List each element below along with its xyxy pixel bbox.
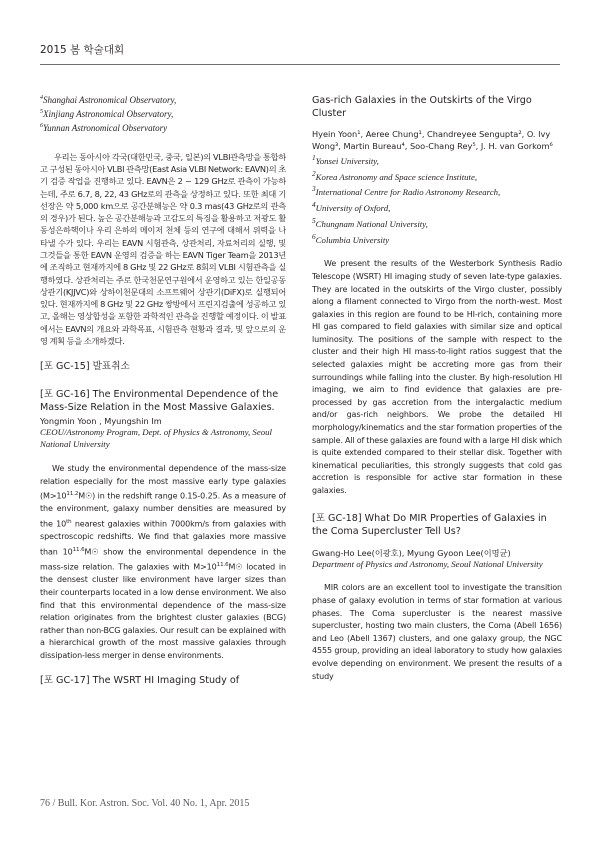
gc17-abstract: We present the results of the Westerbork Synthesis Radio Telescope (WSRT) HI imaging study of seven late-type galaxies. They are located in the outskirts of the Virgo cluster, possibly along a filament connected to Virgo from the north-west. Most galaxies in this region are found to be HI-rich, containing more HI gas compared to field galaxies with similar size and optical luminosity. The positions of the sample with respect to the cluster and their high HI mass-to-light ratios suggest that the selected galaxies might be accreting more gas from their surroundings while falling into the cluster. By high-resolution HI imaging, we aim to find evidence that galaxies are pre-processed by gas accretion from the intergalactic medium and/or gas-rich neighbors. We probe the detailed HI morphology/kinematics and the star formation properties of the sample. All of these galaxies are found with a large HI disk which is quite extended compared to their stellar disk. Together with kinematical peculiarities, this strongly suggests that cold gas accretion is responsible for active star formation in these galaxies. <box>312 259 562 495</box>
gc18-institution: Department of Physics and Astronomy, Seoul National University <box>312 558 543 569</box>
gc18-abstract: MIR colors are an excellent tool to investigate the transition phase of galaxy evolution in terms of star formation at various phases. The Coma supercluster is the nearest massive supercluster, hosting two main clusters, the Coma (Abell 1656) and Leo (Abell 1367) clusters, and one galaxy group, the NGC 4555 group, providing an ideal laboratory to study how galaxies evolve depending on environment. We present the results of a study <box>312 583 562 681</box>
page-header-title: 2015 봄 학술대회 <box>40 44 125 56</box>
gc15-title: [포 GC-15] 발표취소 <box>40 361 130 373</box>
gc17-affiliation-list <box>312 152 562 246</box>
affiliation-item: $^4$Shanghai Astronomical Observatory, <box>40 95 177 105</box>
right-column <box>312 92 562 782</box>
gc17-title-start: [포 GC-17] The WSRT HI Imaging Study of <box>40 675 240 687</box>
gc18-authors: Gwang-Ho Lee(이광호), Myung Gyoon Lee(이명균) <box>312 547 511 558</box>
affiliation-item: $^2$Korea Astronomy and Space science Institute, <box>312 168 478 182</box>
korean-abstract: 우리는 동아시아 각국(대한민국, 중국, 일본)의 VLBI관측망을 통합하고 구성된 동아시아 VLBI 관측망(East Asia VLBI Network: EAVN)의 초기 검증 작업을 진행하고 있다. EAVN은 2 ~ 129 GHz로 관측이 가능하는데, 주로 6.7, 8, 22, 43 GHz로의 관측을 상정하고 있다. 또한 최대 기선장은 약 5,000 km으로 공간분해능은 약 0.3 mas(43 GHz로의 관측의 경우)가 된다. 높은 공간분해능과 고감도의 특징을 활용하고 저광도 활동성은하핵이나 우리 은하의 메이저 천체 등의 연구에 대해서 위력을 나타낼 수가 있다. 우리는 EAVN 시험관측, 상관처리, 자료처리의 실행, 및 그것들을 통한 EAVN 운영의 검증을 하는 EAVN Tiger Team을 2013년에 조직하고 현재까지에 8 GHz 및 22 GHz로 8회의 VLBI 시험관측을 실행하였다. 상관처리는 주로 한국천문연구원에서 운영하고 있는 한일공동상관기(KJJVC)와 상하이천문대의 소프트웨어 상관기(DiFX)로 실행되어 있다. 현재까지에 8 GHz 및 22 GHz 쌍방에서 프린지검출에 성공하고 있고, 올해는 영상합성을 포함한 과학적인 관측을 진행할 예정이다. 이 발표에서는 EAVN의 개요와 과학목표, 시험관측 현황과 결과, 및 앞으로의 운영 계획 등을 소개하겠다. <box>40 151 286 347</box>
affiliation-item: $^3$International Centre for Radio Astronomy Research, <box>312 184 501 198</box>
gc16-authors: Yongmin Yoon , Myungshin Im <box>40 416 162 427</box>
affiliation-item: $^6$Columbia University <box>312 231 390 245</box>
affiliation-list <box>40 92 286 135</box>
affiliation-item: $^5$Xinjiang Astronomical Observatory, <box>40 109 174 120</box>
gc17-title-continued: Gas-rich Galaxies in the Outskirts of the Virgo Cluster <box>312 95 532 119</box>
gc16-institution: CEOU/Astronomy Program, Dept. of Physics & Astronomy, Seoul National University <box>40 427 272 450</box>
affiliation-item: $^6$Yunnan Astronomical Observatory <box>40 123 168 134</box>
affiliation-item: $^4$University of Oxford, <box>312 200 391 214</box>
gc16-abstract: We study the environmental dependence of the mass-size relation especially for the most massive early type galaxies $(M>10^{11.2}M☉)$ in the redshift range 0.15-0.25. As a measure of the environment, galaxy number densities are measured by the 10th nearest galaxies within 7000km/s from galaxies with spectroscopic redshifts. We find that galaxies more massive than $10^{11.6}M☉$ show the environmental dependence in the mass-size relation. The galaxies with $M>10^{11.6}M☉$ located in the densest cluster like environment have larger sizes than their counterparts located in a low dense environment. We also find that this environmental dependence of the mass-size relation originates from the brightest cluster galaxies (BCG) rather than non-BCG galaxies. Our result can be explained with a hierarchical growth of the most massive galaxies through dissipation-less merger in dense environments. <box>40 463 286 660</box>
left-column <box>40 92 286 782</box>
gc18-title: [포 GC-18] What Do MIR Properties of Galaxies in the Coma Supercluster Tell Us? <box>312 512 547 537</box>
gc17-authors: Hyein Yoon¹, Aeree Chung¹, Chandreyee Sengupta², O. Ivy Wong³, Martin Bureau⁴, Soo-Chang Rey⁵, J. H. van Gorkom⁶ <box>312 129 553 151</box>
gc16-title: [포 GC-16] The Environmental Dependence of the Mass-Size Relation in the Most Massive Galaxies. <box>40 389 279 414</box>
affiliation-item: $^5$Chungnam National University, <box>312 215 428 229</box>
affiliation-item: $^1$Yonsei University, <box>312 153 379 166</box>
header-divider <box>40 64 560 65</box>
page-footer: 76 / Bull. Kor. Astron. Soc. Vol. 40 No. 1, Apr. 2015 <box>40 798 250 809</box>
